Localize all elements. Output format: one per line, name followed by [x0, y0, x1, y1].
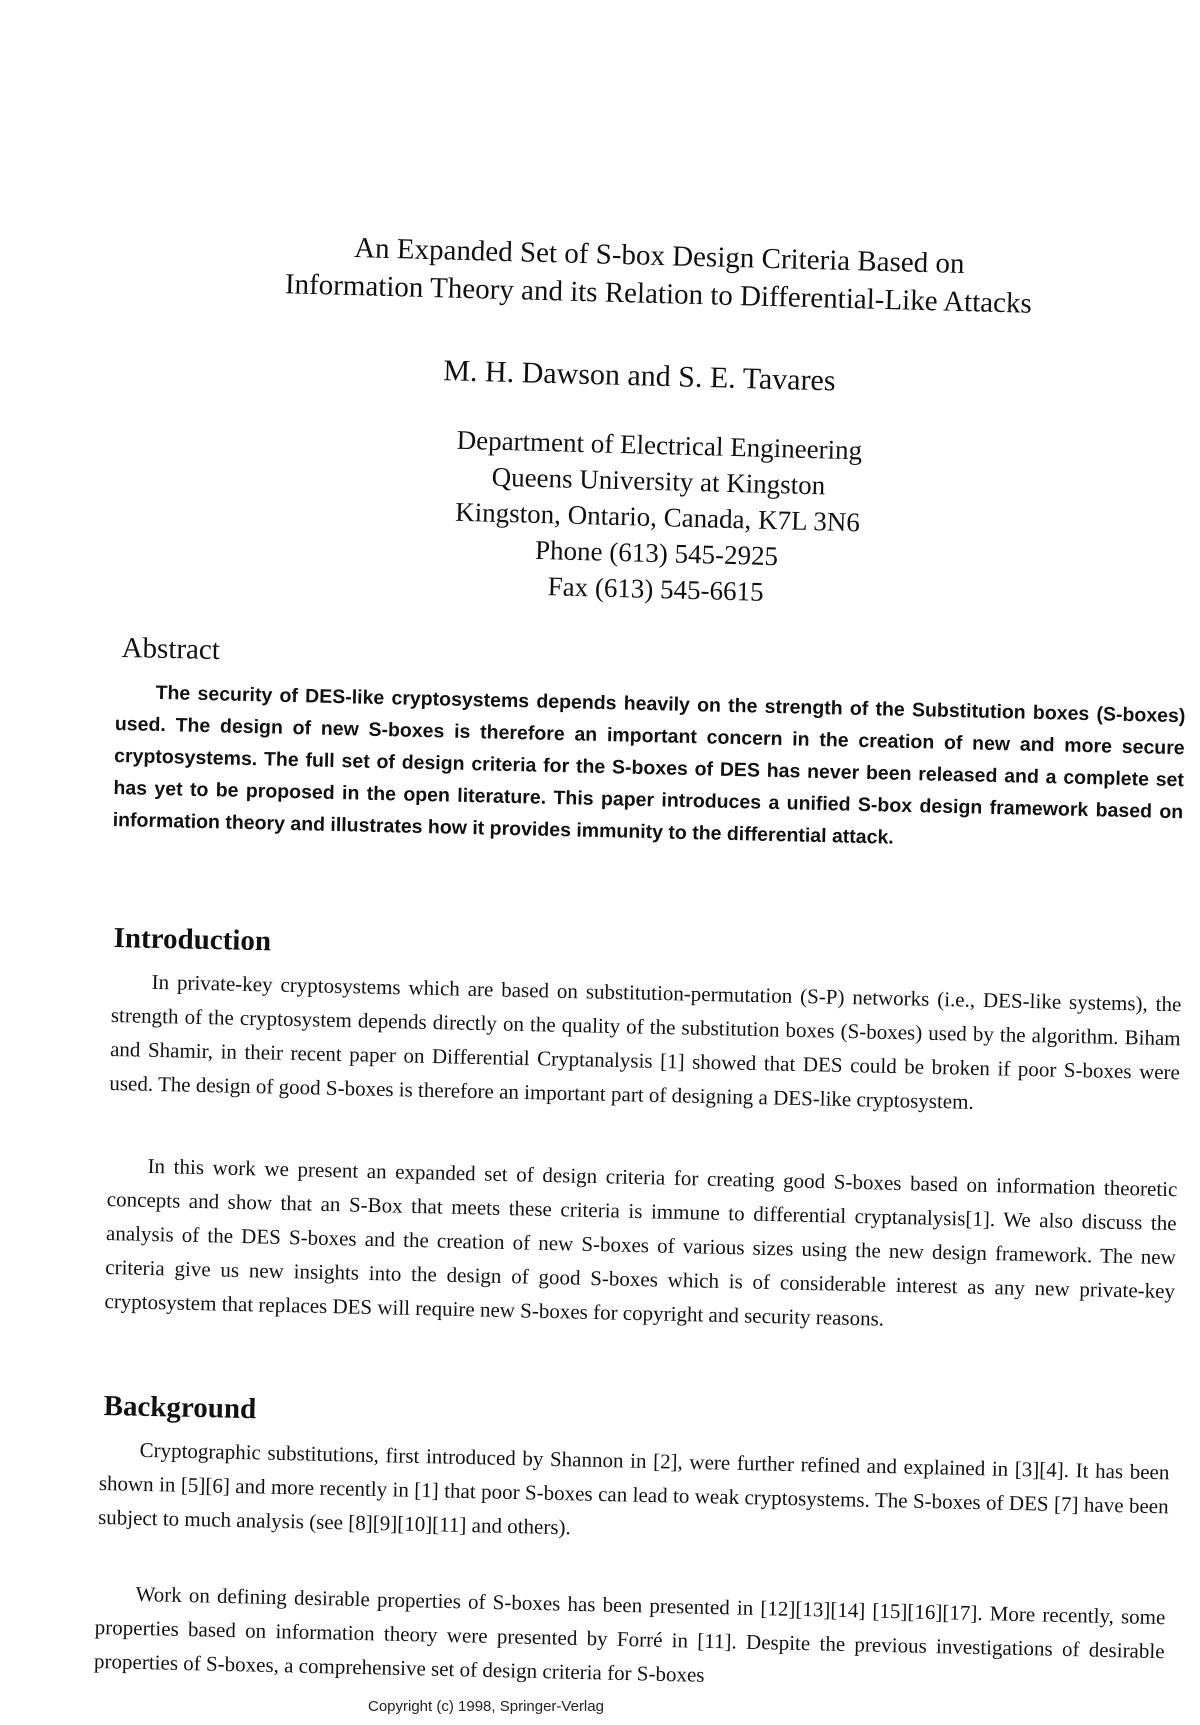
title-line-1: An Expanded Set of S-box Design Criteria Based on: [353, 232, 965, 281]
authors: M. H. Dawson and S. E. Tavares: [442, 354, 836, 398]
introduction-heading: Introduction: [113, 922, 272, 958]
background-paragraph-2: Work on defining desirable properties of S-boxes has been presented in [12][13][14] [15][16][17]. More recently, some properties based on information theory were presented by Forré in [11]. Despite the previous investigations of desirable properties of S-boxes, a comprehensive set of design criteria for S-boxes: [93, 1581, 1166, 1687]
abstract-text: The security of DES-like cryptosystems depends heavily on the strength of the Substitution boxes (S-boxes) used. The design of new S-boxes is therefore an important concern in the creation of new and more secure cryptosystems. The full set of design criteria for the S-boxes of DES has never been released and a complete set has yet to be proposed in the open literature. This paper introduces a unified S-box design framework based on information theory and illustrates how it provides immunity to the differential attack.: [112, 681, 1186, 849]
background-paragraph-1: Cryptographic substitutions, first introduced by Shannon in [2], were further refined and explained in [3][4]. It has been shown in [5][6] and more recently in [1] that poor S-boxes can lead to weak cryptosystems. The S-boxes of DES [7] have been subject to much analysis (see [8][9][10][11] and others).: [97, 1437, 1170, 1540]
copyright-footer: Copyright (c) 1998, Springer-Verlag: [368, 1698, 604, 1715]
affiliation-department: Department of Electrical Engineering: [456, 424, 863, 466]
affiliation-address: Kingston, Ontario, Canada, K7L 3N6: [454, 496, 861, 538]
affiliation: [385, 420, 930, 614]
title-line-2: Information Theory and its Relation to Differential-Like Attacks: [284, 268, 1033, 320]
background-heading: Background: [103, 1390, 257, 1426]
affiliation-fax: Fax (613) 545-6615: [547, 571, 765, 607]
introduction-paragraph-1: In private-key cryptosystems which are based on substitution-permutation (S-P) networks (i.e., DES-like systems), the strength of the cryptosystem depends directly on the quality of the substitution boxes (S-boxes) used by the algorithm. Biham and Shamir, in their recent paper on Differential Cryptanalysis [1] showed that DES could be broken if poor S-boxes were used. The design of good S-boxes is therefore an important part of designing a DES-like cryptosystem.: [109, 969, 1182, 1114]
abstract-heading: Abstract: [121, 632, 221, 667]
paper-title: [198, 225, 1120, 325]
affiliation-phone: Phone (613) 545-2925: [534, 534, 779, 572]
introduction-paragraph-2: In this work we present an expanded set of design criteria for creating good S-boxes based on information theoretic concepts and show that an S-Box that meets these criteria is immune to differential cryptanalysis[1]. We also discuss the analysis of the DES S-boxes and the creation of new S-boxes of various sizes using the new design framework. The new criteria give us new insights into the design of good S-boxes which is of considerable interest as any new private-key cryptosystem that replaces DES will require new S-boxes for copyright and security reasons.: [104, 1153, 1178, 1331]
affiliation-university: Queens University at Kingston: [491, 461, 826, 501]
